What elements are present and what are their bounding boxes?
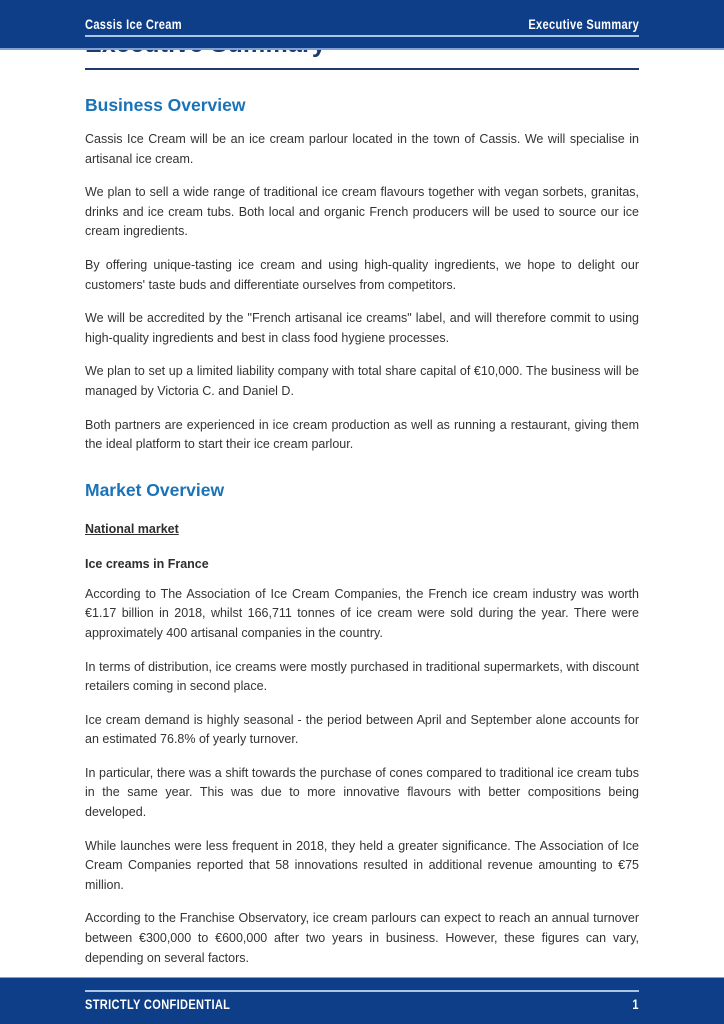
subheading-ice-creams-in-france: Ice creams in France	[85, 556, 209, 571]
paragraph: In terms of distribution, ice creams were mostly purchased in traditional supermarkets, with discount retailers coming in second place.	[85, 659, 639, 694]
paragraph: In particular, there was a shift towards the purchase of cones compared to traditional ice cream tubs in the same year. This was due to more innovative flavours with better compositions being developed.	[85, 765, 639, 820]
document-content	[85, 30, 639, 968]
footer-confidentiality-label: STRICTLY CONFIDENTIAL	[85, 997, 231, 1012]
paragraph: According to The Association of Ice Cream Companies, the French ice cream industry was worth €1.17 billion in 2018, whilst 166,711 tonnes of ice cream were sold during the year. There were approximately 400 artisanal companies in the country.	[85, 586, 639, 640]
paragraph: We plan to set up a limited liability company with total share capital of €10,000. The business will be managed by Victoria C. and Daniel D.	[85, 364, 639, 398]
page-header-inner	[85, 2, 639, 37]
section-heading-business-overview: Business Overview	[85, 95, 246, 115]
footer-page-number: 1	[632, 997, 639, 1012]
paragraph: Cassis Ice Cream will be an ice cream parlour located in the town of Cassis. We will specialise in artisanal ice cream.	[85, 132, 639, 166]
header-section-title: Executive Summary	[528, 17, 639, 32]
paragraph: By offering unique-tasting ice cream and using high-quality ingredients, we hope to delight our customers' taste buds and differentiate ourselves from competitors.	[85, 257, 639, 292]
paragraph: Both partners are experienced in ice cream production as well as running a restaurant, giving them the ideal platform to start their ice cream parlour.	[85, 417, 639, 452]
page-footer-inner	[85, 990, 639, 1012]
page-header	[0, 0, 724, 50]
paragraph: We plan to sell a wide range of traditional ice cream flavours together with vegan sorbets, granitas, drinks and ice cream tubs. Both local and organic French producers will be used to source our ice cream ingredients.	[85, 185, 639, 239]
page-footer	[0, 977, 724, 1024]
header-document-title: Cassis Ice Cream	[85, 17, 182, 32]
paragraph: Ice cream demand is highly seasonal - the period between April and September alone accounts for an estimated 76.8% of yearly turnover.	[85, 712, 639, 747]
paragraph: According to the Franchise Observatory, ice cream parlours can expect to reach an annual turnover between €300,000 to €600,000 after two years in business. However, these figures can vary, depending on several factors.	[85, 911, 639, 965]
paragraph: We will be accredited by the "French artisanal ice creams" label, and will therefore commit to using high-quality ingredients and best in class food hygiene processes.	[85, 311, 639, 345]
section-heading-market-overview: Market Overview	[85, 479, 225, 500]
subheading-national-market: National market	[85, 521, 179, 536]
paragraph: While launches were less frequent in 2018, they held a greater significance. The Association of Ice Cream Companies reported that 58 innovations resulted in additional revenue amounting to €75 million.	[85, 838, 639, 892]
